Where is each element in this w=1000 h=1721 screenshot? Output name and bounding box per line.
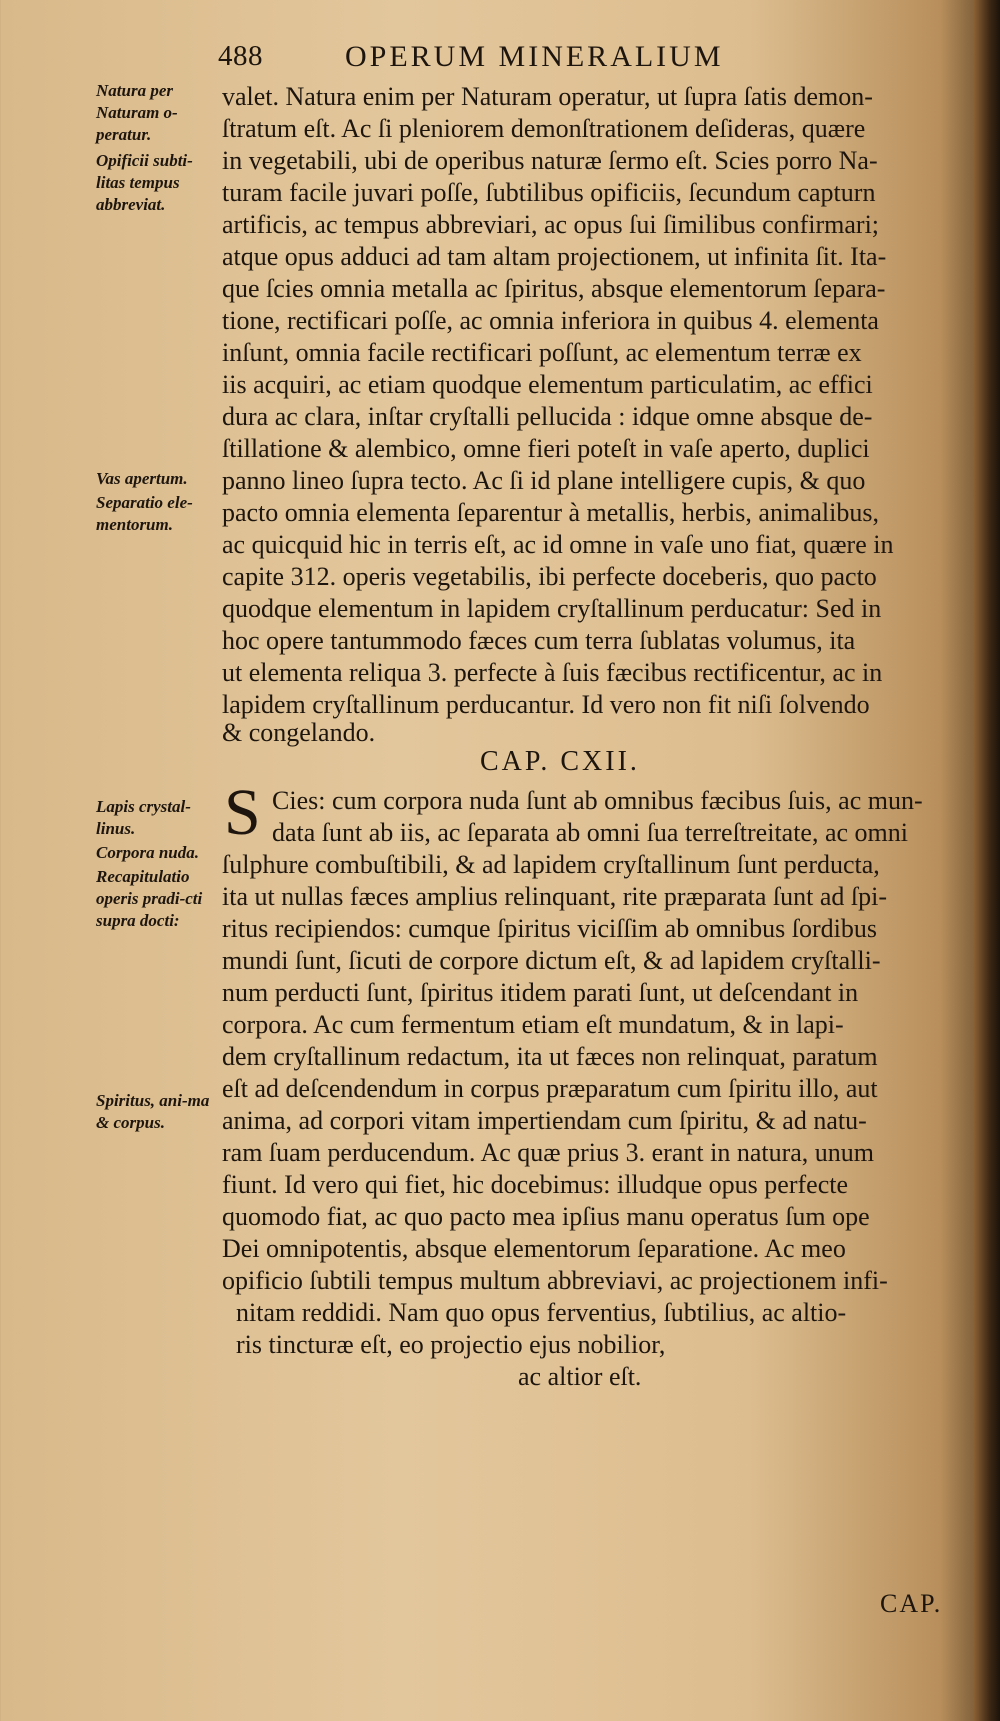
text-line: lapidem cryſtallinum perducantur. Id vero non fit niſi ſolvendo <box>222 690 870 719</box>
text-line: iis acquiri, ac etiam quodque elementum particulatim, ac effici <box>222 370 873 399</box>
text-line: ritus recipiendos: cumque ſpiritus viciſſim ab omnibus ſordibus <box>222 914 877 943</box>
margin-note: Corpora nuda. <box>96 843 199 862</box>
text-line: capite 312. operis vegetabilis, ibi perfecte doceberis, quo pacto <box>222 562 877 591</box>
text-line: artificis, ac tempus abbreviari, ac opus ſui ſimilibus confirmari; <box>222 210 880 239</box>
text-line: anima, ad corpori vitam impertiendam cum ſpiritu, & ad natu- <box>222 1106 867 1135</box>
text-line: corpora. Ac cum fermentum etiam eſt mundatum, & in lapi- <box>222 1010 844 1039</box>
text-line: eſt ad deſcendendum in corpus præparatum cum ſpiritu illo, aut <box>222 1074 878 1103</box>
text-line: quomodo fiat, ac quo pacto mea ipſius manu operatus ſum ope <box>222 1202 870 1231</box>
text-line: ram ſuam perducendum. Ac quæ prius 3. erant in natura, unum <box>222 1138 875 1167</box>
text-line: fiunt. Id vero qui fiet, hic docebimus: illudque opus perfecte <box>222 1170 848 1199</box>
text-line: in vegetabili, ubi de operibus naturæ ſermo eſt. Scies porro Na- <box>222 146 878 175</box>
margin-note: Recapitulatio operis pradi-cti supra docti: <box>96 867 203 930</box>
text-line: mundi ſunt, ſicuti de corpore dictum eſt, & ad lapidem cryſtalli- <box>222 946 881 975</box>
chapter-heading: CAP. CXII. <box>480 746 640 777</box>
margin-note: Opificii subti-litas tempus abbreviat. <box>96 151 193 214</box>
text-line: ac altior eſt. <box>518 1362 642 1391</box>
text-line: opificio ſubtili tempus multum abbreviavi, ac projectionem infi- <box>222 1266 888 1295</box>
text-line: ſtratum eſt. Ac ſi pleniorem demonſtrationem deſideras, quære <box>222 114 866 143</box>
text-line: valet. Natura enim per Naturam operatur, ut ſupra ſatis demon- <box>222 82 873 111</box>
text-line: pacto omnia elementa ſeparentur à metallis, herbis, animalibus, <box>222 498 879 527</box>
book-gutter-shadow <box>974 0 1000 1721</box>
text-line: data ſunt ab iis, ac ſeparata ab omni ſua terreſtreitate, ac omni <box>272 818 908 847</box>
text-line: hoc opere tantummodo fæces cum terra ſublatas volumus, ita <box>222 626 856 655</box>
text-line: que ſcies omnia metalla ac ſpiritus, absque elementorum ſepara- <box>222 274 886 303</box>
text-line: ſulphure combuſtibili, & ad lapidem cryſtallinum ſunt perducta, <box>222 850 880 879</box>
margin-note: Separatio ele-mentorum. <box>96 493 193 534</box>
margin-note: Vas apertum. <box>96 469 188 488</box>
drop-initial: S <box>224 776 261 849</box>
text-line: panno lineo ſupra tecto. Ac ſi id plane intelligere cupis, & quo <box>222 466 866 495</box>
text-line: num perducti ſunt, ſpiritus itidem parati ſunt, ut deſcendant in <box>222 978 859 1007</box>
text-line: ris tincturæ eſt, eo projectio ejus nobilior, <box>236 1330 666 1359</box>
page-number: 488 <box>218 40 263 72</box>
text-line: ſtillatione & alembico, omne fieri poteſt in vaſe aperto, duplici <box>222 434 870 463</box>
text-line: inſunt, omnia facile rectificari poſſunt, ac elementum terræ ex <box>222 338 862 367</box>
text-line: dem cryſtallinum redactum, ita ut fæces non relinquat, paratum <box>222 1042 878 1071</box>
running-title: OPERUM MINERALIUM <box>345 40 724 73</box>
text-line: Dei omnipotentis, absque elementorum ſeparatione. Ac meo <box>222 1234 846 1263</box>
text-line: atque opus adduci ad tam altam projectionem, ut infinita ſit. Ita- <box>222 242 887 271</box>
text-line: ut elementa reliqua 3. perfecte à ſuis fæcibus rectificentur, ac in <box>222 658 883 687</box>
margin-note: Spiritus, ani-ma & corpus. <box>96 1091 210 1132</box>
text-line: & congelando. <box>222 718 376 747</box>
margin-note: Natura per Naturam o-peratur. <box>96 81 178 144</box>
text-line: Cies: cum corpora nuda ſunt ab omnibus fæcibus ſuis, ac mun- <box>272 786 923 815</box>
text-line: nitam reddidi. Nam quo opus ferventius, ſubtilius, ac altio- <box>236 1298 847 1327</box>
text-line: ita ut nullas fæces amplius relinquant, rite præparata ſunt ad ſpi- <box>222 882 887 911</box>
text-line: ac quicquid hic in terris eſt, ac id omne in vaſe uno fiat, quære in <box>222 530 894 559</box>
text-line: tione, rectificari poſſe, ac omnia inferiora in quibus 4. elementa <box>222 306 879 335</box>
margin-note: Lapis crystal-linus. <box>96 797 191 838</box>
catchword: CAP. <box>880 1589 943 1618</box>
text-line: turam facile juvari poſſe, ſubtilibus opificiis, ſecundum capturn <box>222 178 876 207</box>
text-line: quodque elementum in lapidem cryſtallinum perducatur: Sed in <box>222 594 882 623</box>
text-line: dura ac clara, inſtar cryſtalli pellucida : idque omne absque de- <box>222 402 873 431</box>
